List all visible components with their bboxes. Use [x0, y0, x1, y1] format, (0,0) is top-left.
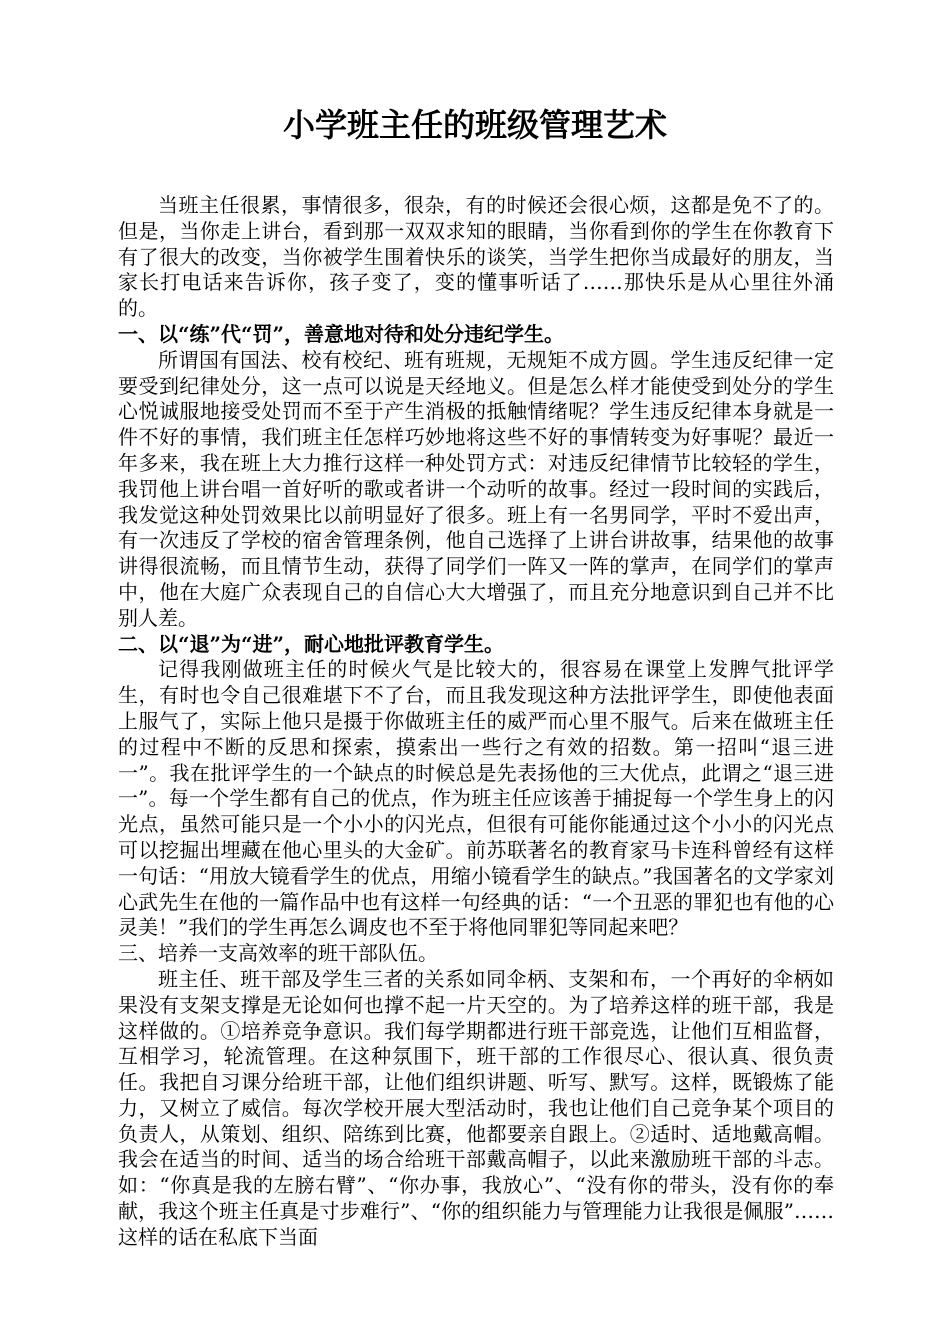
section-heading-3: 三、培养一支高效率的班干部队伍。 — [118, 941, 438, 966]
section-heading-1: 一、以“练”代“罚”，善意地对待和处分违纪学生。 — [118, 321, 565, 346]
section-3-paragraph: 班主任、班干部及学生三者的关系如同伞柄、支架和布，一个再好的伞柄如果没有支架支撑是无论如何也撑不起一片天空的。为了培养这样的班干部，我是这样做的。①培养竞争意识。我们每学期都进行班干部竞选，让他们互相监督，互相学习，轮流管理。在这种氛围下，班干部的工作很尽心、很认真、很负责任。我把自习课分给班干部，让他们组织讲题、听写、默写。这样，既锻炼了能力，又树立了威信。每次学校开展大型活动时，我也让他们自己竞争某个项目的负责人，从策划、组织、陪练到比赛，他都要亲自跟上。②适时、适地戴高帽。我会在适当的时间、适当的场合给班干部戴高帽子，以此来激励班干部的斗志。如：“你真是我的左膀右臂”、“你办事，我放心”、“没有你的带头，没有你的奉献，我这个班主任真是寸步难行”、“你的组织能力与管理能力让我很是佩服”……这样的话在私底下当面 — [118, 966, 834, 1249]
section-1-paragraph: 所谓国有国法、校有校纪、班有班规，无规矩不成方圆。学生违反纪律一定要受到纪律处分，这一点可以说是天经地义。但是怎么样才能使受到处分的学生心悦诚服地接受处罚而不至于产生消极的抵触情绪呢？学生违反纪律本身就是一件不好的事情，我们班主任怎样巧妙地将这些不好的事情转变为好事呢？最近一年多来，我在班上大力推行这样一种处罚方式：对违反纪律情节比较轻的学生，我罚他上讲台唱一首好听的歌或者讲一个动听的故事。经过一段时间的实践后，我发觉这种处罚效果比以前明显好了很多。班上有一名男同学，平时不爱出声，有一次违反了学校的宿舍管理条例，他自己选择了上讲台讲故事，结果他的故事讲得很流畅，而且情节生动，获得了同学们一阵又一阵的掌声，在同学们的掌声中，他在大庭广众表现自己的自信心大大增强了，而且充分地意识到自己并不比别人差。 — [118, 347, 834, 630]
section-2-paragraph: 记得我刚做班主任的时候火气是比较大的，很容易在课堂上发脾气批评学生，有时也令自己很难堪下不了台，而且我发现这种方法批评学生，即使他表面上服气了，实际上他只是摄于你做班主任的威严而心里不服气。后来在做班主任的过程中不断的反思和探索，摸索出一些行之有效的招数。第一招叫“退三进一”。我在批评学生的一个缺点的时候总是先表扬他的三大优点，此谓之“退三进一”。每一个学生都有自己的优点，作为班主任应该善于捕捉每一个学生身上的闪光点，虽然可能只是一个小小的闪光点，但很有可能你能通过这个小小的闪光点可以挖掘出埋藏在他心里头的大金矿。前苏联著名的教育家马卡连科曾经有这样一句话：“用放大镜看学生的优点，用缩小镜看学生的缺点。”我国著名的文学家刘心武先生在他的一篇作品中也有这样一句经典的话：“一个丑恶的罪犯也有他的心灵美！”我们的学生再怎么调皮也不至于将他同罪犯等同起来吧？ — [118, 657, 834, 940]
document-body — [118, 193, 834, 1251]
page-title: 小学班主任的班级管理艺术 — [282, 106, 667, 144]
section-heading-2: 二、以“退”为“进”，耐心地批评教育学生。 — [118, 631, 505, 656]
intro-paragraph: 当班主任很累，事情很多，很杂，有的时候还会很心烦，这都是免不了的。但是，当你走上讲台，看到那一双双求知的眼睛，当你看到你的学生在你教育下有了很大的改变，当你被学生围着快乐的谈笑，当学生把你当成最好的朋友，当家长打电话来告诉你，孩子变了，变的懂事听话了……那快乐是从心里往外涌的。 — [118, 193, 834, 321]
